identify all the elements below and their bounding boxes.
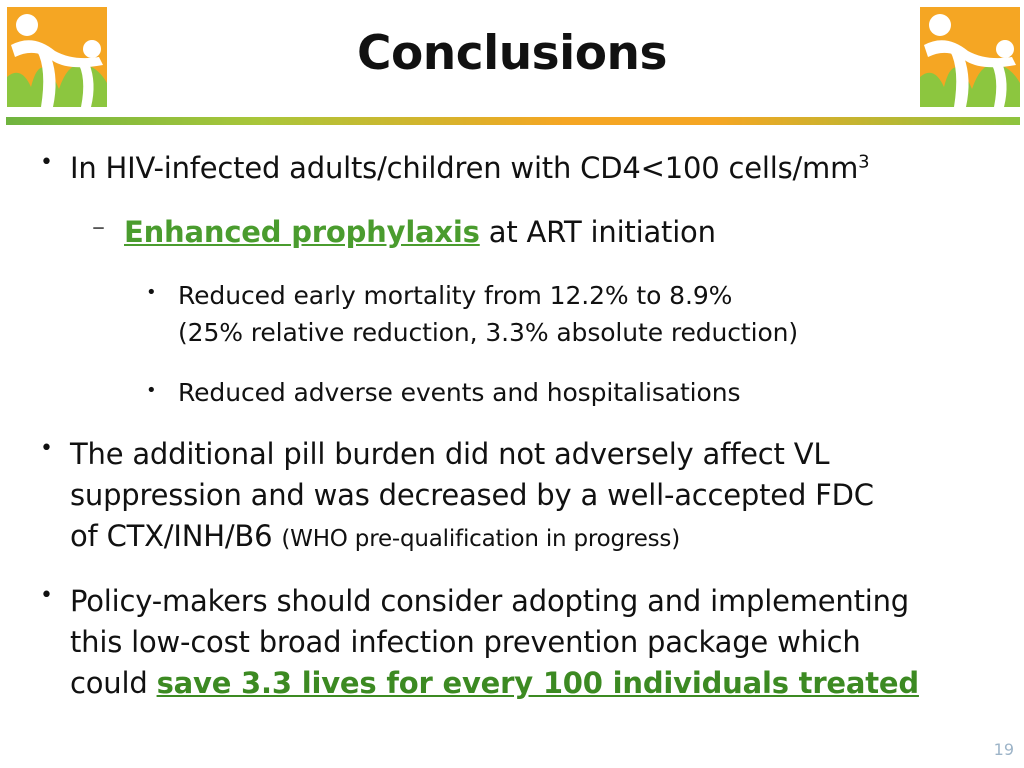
sub-sub-bullet-2 (178, 374, 740, 411)
bullet-2 (70, 434, 874, 560)
bullet-3-line-3-prefix: could (70, 666, 157, 700)
who-note: (WHO pre-qualification in progress) (281, 526, 680, 552)
page-number: 19 (993, 740, 1014, 759)
sub-sub-bullet-dot: • (146, 282, 157, 303)
sub-sub-bullet-1 (178, 277, 798, 351)
reduction-line: (25% relative reduction, 3.3% absolute reduction) (178, 318, 799, 347)
sub-sub-bullet-dot: • (146, 380, 157, 401)
mortality-line: Reduced early mortality from 12.2% to 8.9% (178, 281, 733, 310)
sub-bullet-1-rest: at ART initiation (479, 215, 716, 249)
bullet-dot: • (40, 150, 53, 175)
bullet-3 (70, 581, 919, 704)
enhanced-prophylaxis-highlight: Enhanced prophylaxis (124, 215, 480, 249)
bullet-3-line-2: this low-cost broad infection prevention package which (70, 625, 861, 659)
bullet-dot: • (40, 583, 53, 608)
save-lives-highlight: save 3.3 lives for every 100 individuals treated (156, 666, 919, 700)
bullet-3-line-1: Policy-makers should consider adopting and implementing (70, 584, 910, 618)
bullet-2-line-1: The additional pill burden did not adversely affect VL (70, 437, 830, 471)
sub-bullet-1 (124, 212, 716, 252)
bullet-2-line-3: of CTX/INH/B6 (70, 519, 273, 553)
bullet-1 (70, 148, 869, 189)
bullet-2-line-2: suppression and was decreased by a well-accepted FDC (70, 478, 874, 512)
sub-bullet-dash: – (92, 212, 105, 242)
title-divider (6, 117, 1020, 125)
adverse-events-line: Reduced adverse events and hospitalisations (178, 378, 741, 407)
bullet-1-superscript: 3 (858, 151, 870, 173)
slide-title: Conclusions (357, 26, 667, 81)
bullet-dot: • (40, 436, 53, 461)
bullet-1-text: In HIV-infected adults/children with CD4<100 cells/mm (70, 151, 859, 185)
